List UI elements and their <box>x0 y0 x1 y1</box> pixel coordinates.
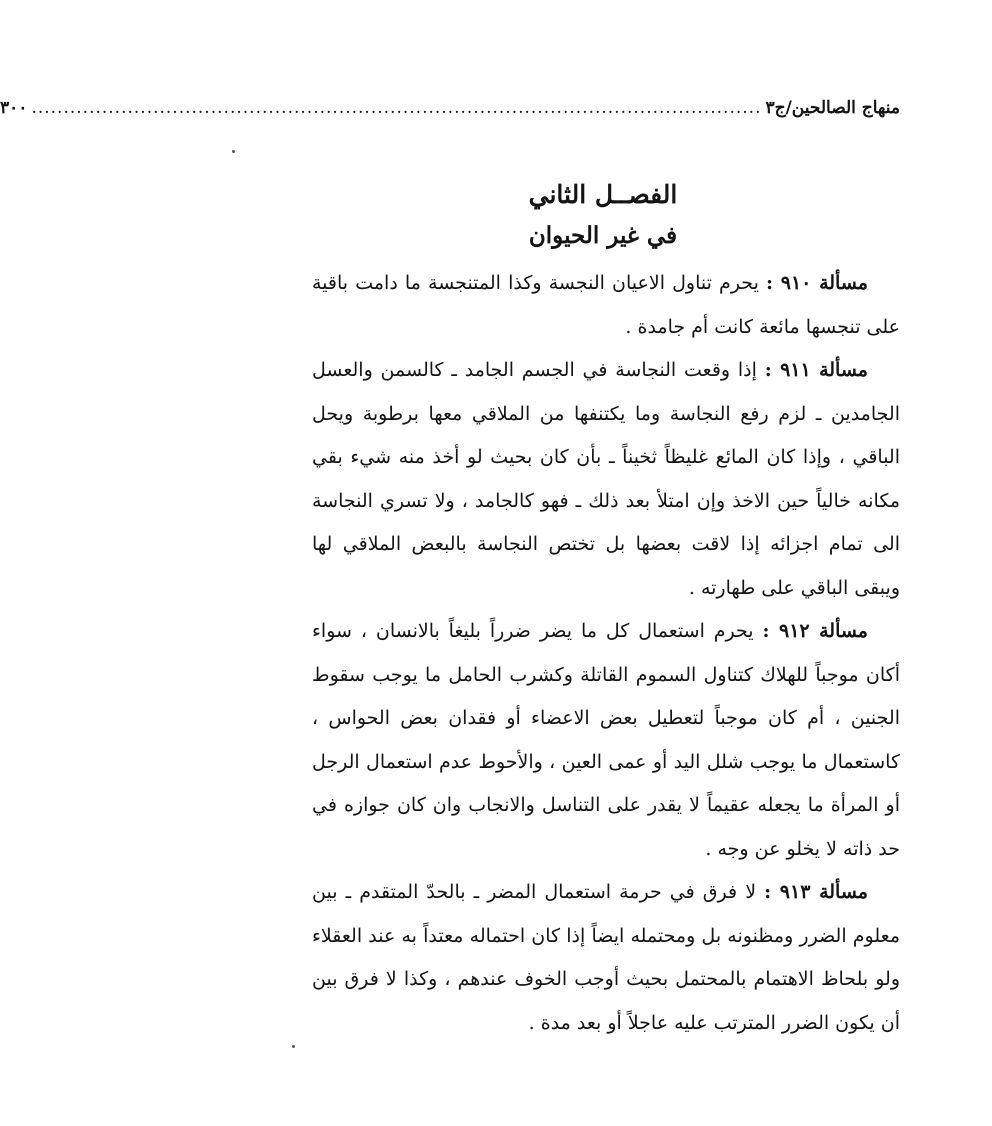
issue-text: يحرم استعمال كل ما يضر ضرراً بليغاً بالانسان ، سواء أكان موجباً للهلاك كتناول السموم القاتلة وكشرب الحامل ما يوجب سقوط الجنين ، أم كان موجباً لتعطيل بعض الاعضاء أو فقدان بعض الحواس ، كاستعمال ما يوجب شلل اليد أو عمى العين ، والأحوط عدم استعمال الرجل أو المرأة ما يجعله عقيماً لا يقدر على التناسل والانجاب وان كان جوازه في حد ذاته لا يخلو عن وجه . <box>312 620 900 860</box>
chapter-title: الفصــل الثاني <box>528 180 678 209</box>
page-number: ٣٠٠ <box>0 98 28 118</box>
book-title: منهاج الصالحين/ج٣ <box>765 98 900 118</box>
header-rule <box>330 124 900 125</box>
issue-label: مسألة ٩١٣ : <box>764 881 868 903</box>
issue-text: يحرم تناول الاعيان النجسة وكذا المتنجسة ما دامت باقية على تنجسها مائعة كانت أم جامدة . <box>312 272 900 338</box>
issue-label: مسألة ٩١٢ : <box>762 620 868 642</box>
issue-paragraph <box>312 871 900 1045</box>
issue-paragraph <box>312 349 900 610</box>
body-text <box>312 262 900 1045</box>
running-header <box>0 94 900 122</box>
issue-text: لا فرق في حرمة استعمال المضر ـ بالحدّ المتقدم ـ بين معلوم الضرر ومظنونه بل ومحتمله ايضاً إذا كان احتماله معتداً به عند العقلاء ولو بلحاظ الاهتمام بالمحتمل بحيث أوجب الخوف عندهم ، وكذا لا فرق بين أن يكون الضرر المترتب عليه عاجلاً أو بعد مدة . <box>312 881 900 1034</box>
leader-dots: .................................................................................................................. <box>31 98 762 118</box>
issue-paragraph <box>312 262 900 349</box>
scan-speck <box>292 1045 295 1048</box>
scan-speck <box>232 150 235 153</box>
issue-paragraph <box>312 610 900 871</box>
issue-text: إذا وقعت النجاسة في الجسم الجامد ـ كالسمن والعسل الجامدين ـ لزم رفع النجاسة وما يكتنفها من الملاقي معها برطوبة ويحل الباقي ، وإذا كان المائع غليظاً ثخيناً ـ بأن كان بحيث لو أخذ منه شيء بقي مكانه خالياً حين الاخذ وإن امتلأ بعد ذلك ـ فهو كالجامد ، ولا تسري النجاسة الى تمام اجزائه إذا لاقت بعضها بل تختص النجاسة بالبعض الملاقي لها ويبقى الباقي على طهارته . <box>312 359 900 599</box>
issue-label: مسألة ٩١٠ : <box>766 272 868 294</box>
chapter-subtitle: في غير الحيوان <box>528 222 678 249</box>
issue-label: مسألة ٩١١ : <box>764 359 868 381</box>
